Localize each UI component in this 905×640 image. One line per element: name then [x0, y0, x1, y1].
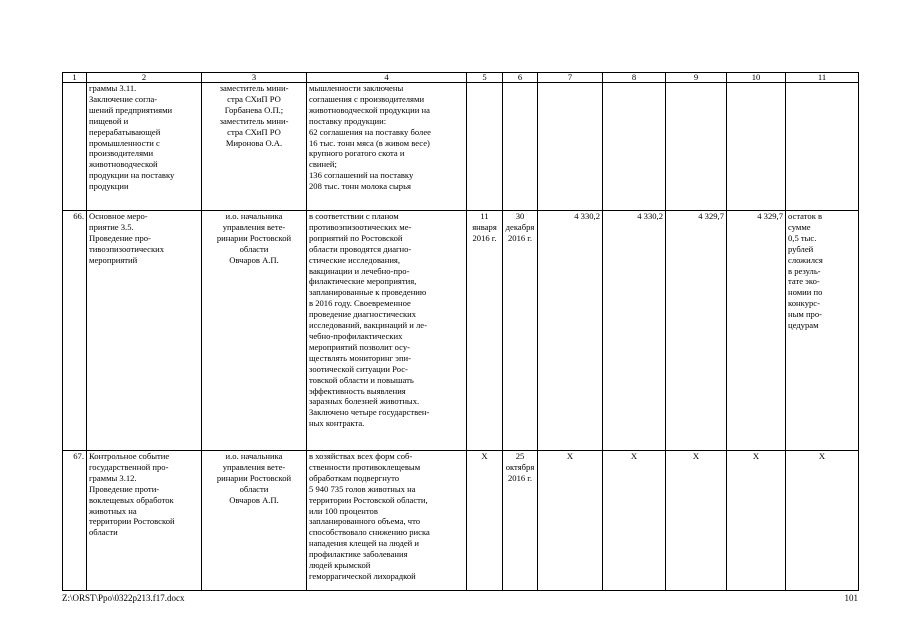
column-number: 11	[786, 73, 859, 83]
responsible: и.о. начальника управления вете- ринарии Ростовской области Овчаров А.П.	[202, 211, 307, 451]
start-date	[467, 83, 503, 211]
value-col8: Х	[603, 451, 666, 591]
responsible: заместитель мини- стра СХиП РО Горбанева О.П.; заместитель мини- стра СХиП РО Миронова О.А.	[202, 83, 307, 211]
table-row	[63, 83, 859, 211]
value-col8: 4 330,2	[603, 211, 666, 451]
event-name: Основное меро- приятие 3.5. Проведение про- тивоэпизоотических мероприятий	[87, 211, 202, 451]
value-col10: 4 329,7	[727, 211, 786, 451]
start-date: 11 января 2016 г.	[467, 211, 503, 451]
value-col9: Х	[666, 451, 727, 591]
value-col10	[727, 83, 786, 211]
column-number: 4	[307, 73, 467, 83]
end-date: 25 октября 2016 г.	[503, 451, 538, 591]
column-number: 8	[603, 73, 666, 83]
responsible: и.о. начальника управления вете- ринарии Ростовской области Овчаров А.П.	[202, 451, 307, 591]
value-col7: Х	[538, 451, 603, 591]
result-description: в хозяйствах всех форм соб- ственности противоклещевым обработкам подвергнуто 5 940 735 голов животных на территории Ростовской области, или 100 процентов запланированного объема, что способствовало снижению риска нападения клещей на людей и профилактике заболевания людей крымской геморрагической лихорадкой	[307, 451, 467, 591]
event-name: граммы 3.11. Заключение согла- шений предприятиями пищевой и перерабатывающей промышленности с производителями животноводческой продукции на поставку продукции	[87, 83, 202, 211]
start-date: Х	[467, 451, 503, 591]
column-number: 1	[63, 73, 87, 83]
value-col9: 4 329,7	[666, 211, 727, 451]
value-col10: Х	[727, 451, 786, 591]
value-col8	[603, 83, 666, 211]
row-number: 67.	[63, 451, 87, 591]
note: Х	[786, 451, 859, 591]
end-date: 30 декабря 2016 г.	[503, 211, 538, 451]
end-date	[503, 83, 538, 211]
column-number: 3	[202, 73, 307, 83]
column-number: 10	[727, 73, 786, 83]
table-row	[63, 211, 859, 451]
file-path: Z:\ORST\Ppo\0322p213.f17.docx	[62, 593, 185, 603]
column-number: 2	[87, 73, 202, 83]
table-row	[63, 451, 859, 591]
result-description: в соответствии с планом противоэпизоотических ме- роприятий по Ростовской области проводятся диагно- стические исследования, вакцинации и лечебно-про- филактические мероприятия, запланированные к проведению в 2016 году. Своевременное проведение диагностических исследований, вакцинаций и ле- чебно-профилактических мероприятий позволит осу- ществлять мониторинг эпи- зоотической ситуации Рос- товской области и повышать эффективность выявления заразных болезней животных. Заключено четыре государствен- ных контракта.	[307, 211, 467, 451]
event-name: Контрольное событие государственной про- граммы 3.12. Проведение проти- воклещевых обработок животных на территории Ростовской области	[87, 451, 202, 591]
page-number: 101	[844, 593, 858, 603]
column-number: 9	[666, 73, 727, 83]
row-number	[63, 83, 87, 211]
result-description: мышленности заключены соглашения с производителями животноводческой продукции на поставку продукции: 62 соглашения на поставку более 16 тыс. тонн мяса (в живом весе) крупного рогатого скота и свиней; 136 соглашений на поставку 208 тыс. тонн молока сырья	[307, 83, 467, 211]
value-col9	[666, 83, 727, 211]
value-col7	[538, 83, 603, 211]
row-number: 66.	[63, 211, 87, 451]
value-col7: 4 330,2	[538, 211, 603, 451]
column-number: 7	[538, 73, 603, 83]
note	[786, 83, 859, 211]
note: остаток в сумме 0,5 тыс. рублей сложился в резуль- тате эко- номии по конкурс- ным про- цедурам	[786, 211, 859, 451]
document-table	[62, 72, 859, 591]
column-number-row	[63, 73, 859, 83]
column-number: 6	[503, 73, 538, 83]
column-number: 5	[467, 73, 503, 83]
